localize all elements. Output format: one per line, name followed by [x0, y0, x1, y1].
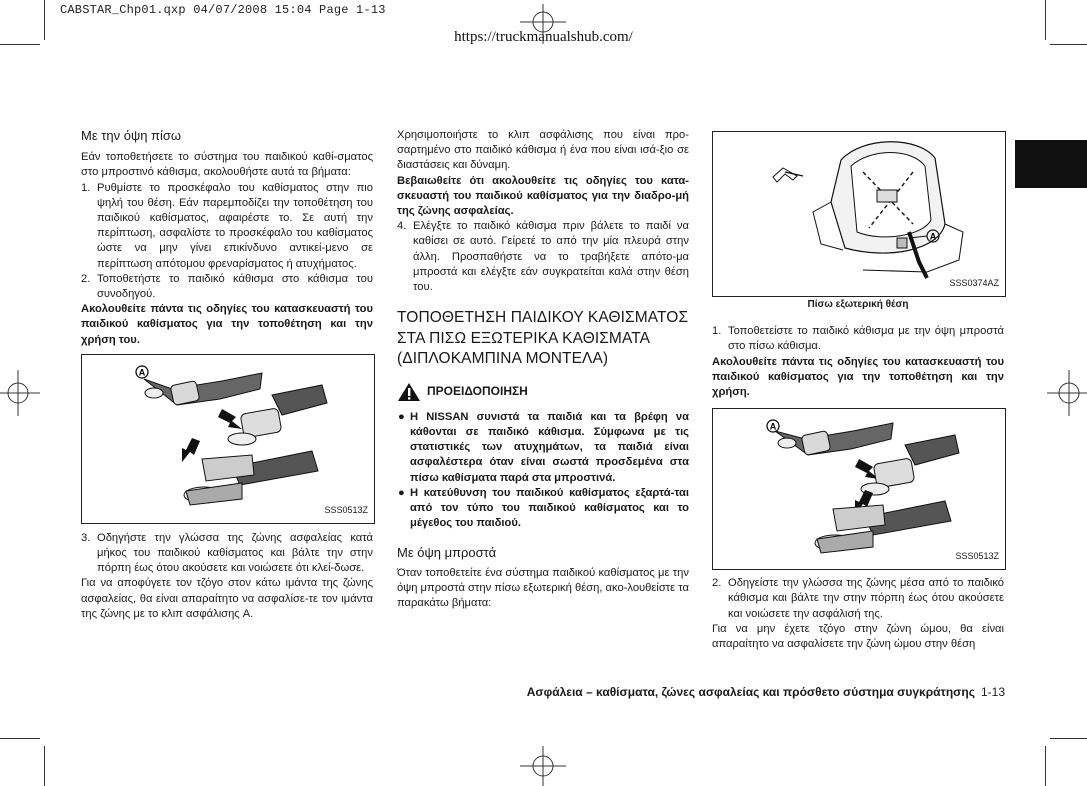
clip-paragraph: Χρησιμοποιήστε το κλιπ ασφάλισης που είναι προ-σαρτημένο στο παιδικό κάθισμα ή ένα που είναι ισά-ξιο σε διαστάσεις και δύναμη. [397, 129, 689, 172]
print-slug: CABSTAR_Chp01.qxp 04/07/2008 15:04 Page 1-13 [60, 3, 386, 17]
callout-a: A [138, 367, 146, 378]
footer-title: Ασφάλεια – καθίσματα, ζώνες ασφαλείας και πρόσθετο σύστημα συγκράτησης [526, 685, 975, 699]
figure-rear-seat [712, 131, 1006, 297]
column-3 [712, 131, 1004, 652]
step-text: Τοποθετήστε το παιδικό κάθισμα στο κάθισμα του συνοδηγού. [97, 272, 373, 301]
forward-facing-paragraph: Όταν τοποθετείτε ένα σύστημα παιδικού καθίσματος με την όψη μπροστά στην πίσω εξωτερική θέση, ακο-λουθείστε τα παρακάτω βήματα: [397, 566, 690, 609]
step-number: 2. [81, 272, 91, 285]
bullet-glyph: ● [398, 486, 405, 499]
step-text: Τοποθετείστε το παιδικό κάθισμα με την όψη μπροστά στο πίσω κάθισμα. [728, 325, 1004, 353]
warning-triangle-icon [397, 382, 421, 402]
source-url: https://truckmanualshub.com/ [454, 29, 633, 45]
column-1 [81, 128, 373, 622]
page-number: 1-13 [980, 685, 1005, 699]
routing-note: Βεβαιωθείτε ότι ακολουθείτε τις οδηγίες του κατα-σκευαστή του παιδικού καθίσματος για την διαδρο-μή της ζώνης ασφαλείας. [397, 174, 689, 218]
warning-text: Η κατεύθυνση του παιδικού καθίσματος εξαρτά-ται από τον τύπο του παιδικού καθίσματος και το μέγεθος του παιδιού. [410, 486, 689, 530]
crop-mark [44, 746, 45, 786]
step-3 [81, 531, 373, 577]
figure-code: SSS0374AZ [949, 277, 999, 288]
step-1 [712, 324, 1004, 354]
figure-belt-clip [81, 354, 375, 524]
step-number: 4. [397, 220, 407, 233]
callout-a: A [929, 231, 937, 242]
manufacturer-note: Ακολουθείτε πάντα τις οδηγίες του κατασκευαστή του παιδικού καθίσματος για την τοποθέτηση και την χρήση του. [81, 303, 373, 346]
warning-title: ΠΡΟΕΙΔΟΠΟΙΗΣΗ [427, 384, 528, 399]
warning-heading [397, 382, 689, 402]
registration-mark-right [1047, 370, 1087, 416]
step-4 [397, 219, 689, 295]
registration-mark-left [0, 370, 40, 416]
step-text: Οδηγήστε την γλώσσα της ζώνης ασφαλείας κατά μήκος του παιδικού καθίσματος και βάλτε την στην πόρπη έως ότου ακούσετε και νοιώσετε ότι κλεί-δωσε. [97, 531, 373, 575]
step-number: 1. [712, 325, 722, 338]
figure-code: SSS0513Z [955, 551, 999, 562]
step-number: 3. [81, 531, 91, 544]
sub-heading: Με την όψη πίσω [81, 128, 182, 143]
warning-item [397, 410, 689, 486]
warning-item [397, 486, 689, 532]
crop-mark [1045, 746, 1046, 786]
step-2 [81, 272, 373, 302]
intro-paragraph: Εάν τοποθετήσετε το σύστημα του παιδικού καθί-σματος στο μπροστινό κάθισμα, ακολουθήστε αυτά τα βήματα: [81, 151, 373, 179]
step-text: Ρυθμίστε το προσκέφαλο του καθίσματος στην πιο ψηλή του θέση. Εάν παρεμποδίζει την τοποθέτηση του παιδικού καθίσματος, αφαιρέστε το. Σε αυτή την περίπτωση, ασφαλίστε το προσκέφαλο του καθίσματος ώστε να μην γίνει επικίνδυνο αντικεί-μενο σε περίπτωση απότομου φρεναρίσματος ή ατυχήματος. [97, 181, 373, 270]
step-text: Οδηγείστε την γλώσσα της ζώνης μέσα από το παιδικό κάθισμα και βάλτε την στην πόρπη έως ότου ακούσετε και νοιώσετε την ασφάλισή της. [728, 577, 1004, 620]
figure-code: SSS0513Z [324, 504, 368, 515]
step-number: 2. [712, 577, 722, 590]
step-2 [712, 576, 1004, 622]
closing-paragraph: Για να μην έχετε τζόγο στην ζώνη ώμου, θα είναι απαραίτητο να ασφαλίσετε την ζώνη ώμου στην θέση [712, 622, 1004, 651]
callout-a: A [769, 421, 777, 432]
bullet-glyph: ● [398, 410, 405, 423]
chapter-tab [1015, 140, 1087, 188]
crop-mark [0, 738, 40, 739]
sub-heading: Με όψη μπροστά [397, 545, 497, 561]
step-text: Ελέγξτε το παιδικό κάθισμα πριν βάλετε το παιδί να καθίσει σε αυτό. Γείρετέ το από την μία πλευρά στην άλλη. Προσπαθήστε να το τραβήξετε απότο-μα μπροστά και ελέγξτε εάν συγκρατείται καλά στην θέση του. [413, 220, 689, 294]
belt-clip-illustration [82, 355, 374, 523]
crop-mark [1050, 738, 1087, 739]
belt-clip-illustration [713, 409, 1005, 569]
warning-text: Η NISSAN συνιστά τα παιδιά και τα βρέφη να κάθονται σε παιδικό κάθισμα. Σύμφωνα με τις στατιστικές των ατυχημάτων, τα παιδιά είναι ασφαλέστερα όταν είναι σωστά προσδεμένα στα πίσω καθίσματα παρά στα μπροστινά. [410, 410, 689, 484]
rear-seat-illustration [713, 132, 1005, 296]
figure-caption: Πίσω εξωτερική θέση [807, 299, 909, 310]
step-number: 1. [81, 181, 91, 194]
page-footer [440, 685, 1005, 699]
column-2 [397, 128, 689, 611]
manufacturer-note: Ακολουθείτε πάντα τις οδηγίες του κατασκευαστή του παιδικού καθίσματος για την τοποθέτηση και την χρήση. [712, 355, 1004, 399]
closing-paragraph: Για να αποφύγετε τον τζόγο στον κάτω ιμάντα της ζώνης ασφαλείας, θα είναι απαραίτητο να ασφαλίσε-τε τον ιμάντα της ζώνης με το κλιπ ασφάλισης A. [81, 577, 373, 620]
figure-belt-clip [712, 408, 1006, 570]
step-1 [81, 181, 373, 272]
section-title: ΤΟΠΟΘΕΤΗΣΗ ΠΑΙΔΙΚΟΥ ΚΑΘΙΣΜΑΤΟΣ ΣΤΑ ΠΙΣΩ ΕΞΩΤΕΡΙΚΑ ΚΑΘΙΣΜΑΤΑ (ΔΙΠΛΟΚΑΜΠΙΝΑ ΜΟΝΤΕΛΑ) [397, 309, 689, 368]
registration-mark-bottom [520, 746, 566, 786]
